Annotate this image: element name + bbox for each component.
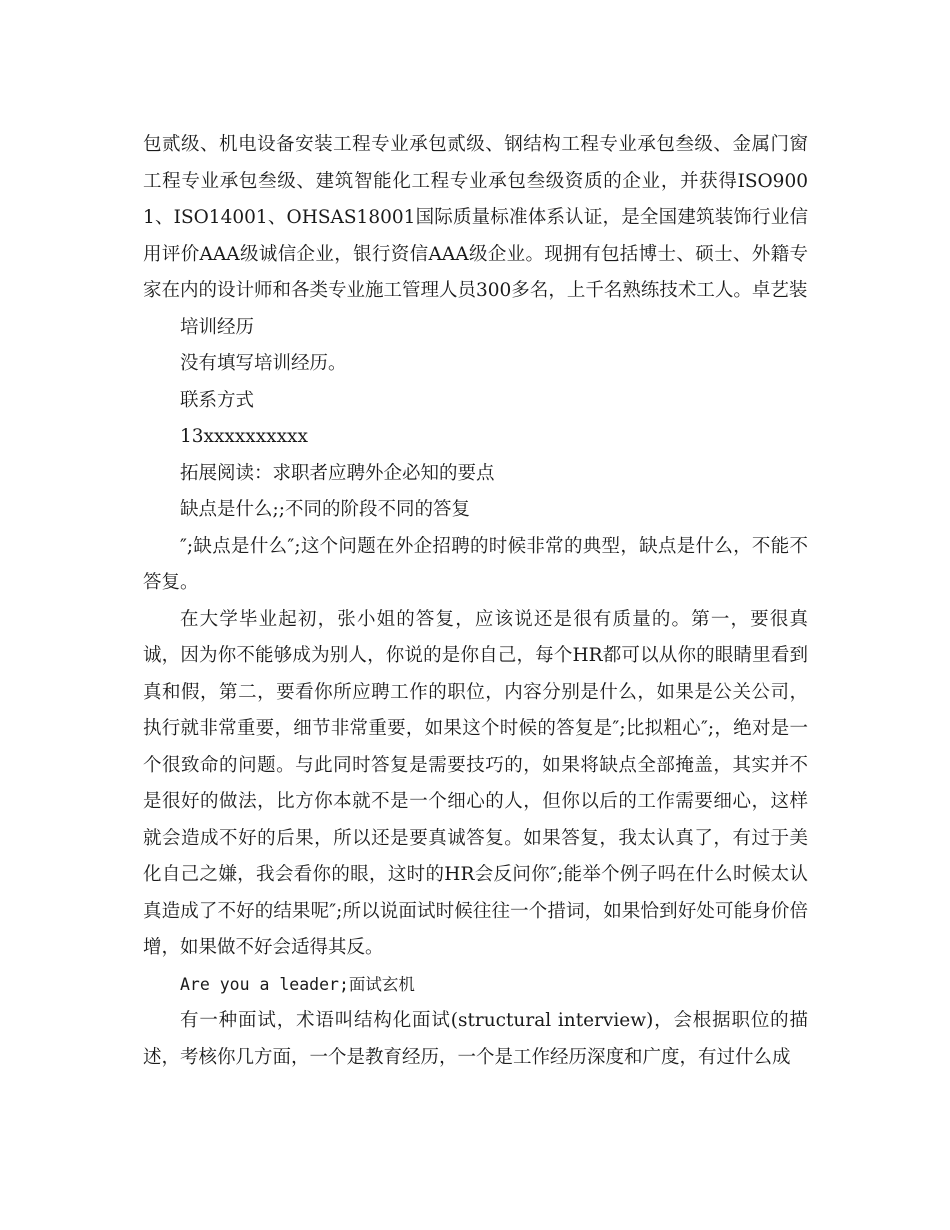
weakness-subheading: 缺点是什么;;不同的阶段不同的答复 [180, 499, 470, 520]
document-body [143, 127, 808, 1076]
contact-phone: 13xxxxxxxxxx [180, 426, 308, 447]
training-heading: 培训经历 [180, 316, 255, 338]
leader-subheading: Are you a leader;面试玄机 [180, 974, 415, 994]
extended-reading-title: 拓展阅读：求职者应聘外企必知的要点 [180, 462, 495, 484]
contact-heading: 联系方式 [180, 389, 255, 411]
weakness-answer-paragraph: 在大学毕业起初，张小姐的答复，应该说还是很有质量的。第一，要很真诚，因为你不能够成为别人，你说的是你自己，每个HR都可以从你的眼睛里看到真和假，第二，要看你所应聘工作的职位，内容分别是什么，如果是公关公司，执行就非常重要，细节非常重要，如果这个时候的答复是″;比拟粗心″;，绝对是一个很致命的问题。与此同时答复是需要技巧的，如果将缺点全部掩盖，其实并不是很好的做法，比方你本就不是一个细心的人，但你以后的工作需要细心，这样就会造成不好的后果，所以还是要真诚答复。如果答复，我太认真了，有过于美化自己之嫌，我会看你的眼，这时的HR会反问你″;能举个例子吗在什么时候太认真造成了不好的结果呢″;所以说面试时候往往一个措词，如果恰到好处可能身价倍增，如果做不好会适得其反。 [143, 608, 808, 958]
training-content: 没有填写培训经历。 [180, 353, 347, 374]
structured-interview-paragraph: 有一种面试，术语叫结构化面试(structural interview)，会根据职位的描述，考核你几方面，一个是教育经历，一个是工作经历深度和广度，有过什么成 [143, 1010, 808, 1068]
weakness-intro-paragraph: ″;缺点是什么″;这个问题在外企招聘的时候非常的典型，缺点是什么，不能不答复。 [143, 535, 808, 593]
company-description-paragraph: 包贰级、机电设备安装工程专业承包贰级、钢结构工程专业承包叁级、金属门窗工程专业承包叁级、建筑智能化工程专业承包叁级资质的企业，并获得ISO9001、ISO14001、OHSAS18001国际质量标准体系认证，是全国建筑装饰行业信用评价AAA级诚信企业，银行资信AAA级企业。现拥有包括博士、硕士、外籍专家在内的设计师和各类专业施工管理人员300多名，上千名熟练技术工人。卓艺装 [143, 134, 808, 301]
